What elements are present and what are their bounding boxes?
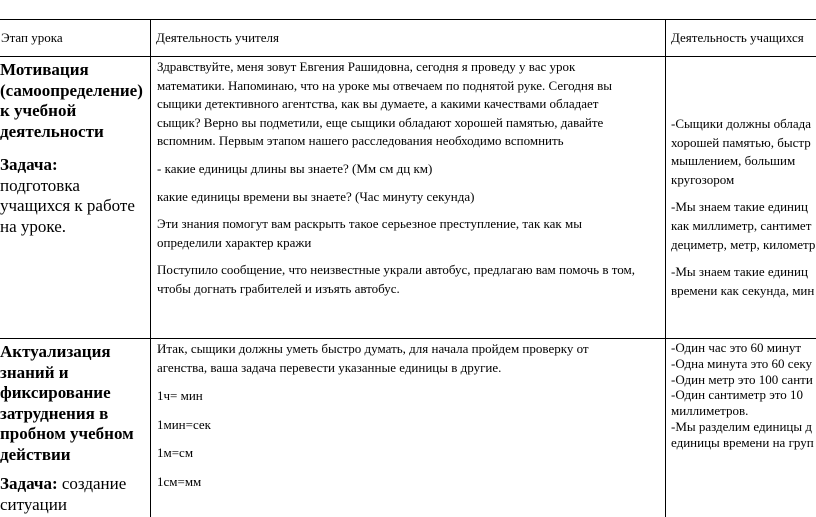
text-line: -Одна минута это 60 секу	[671, 355, 813, 371]
conversion-item: 1см=мм	[157, 473, 202, 489]
conversion-item: 1м=см	[157, 445, 194, 461]
text-line: Итак, сыщики должны уметь быстро думать, для начала пройдем проверку от	[157, 341, 589, 356]
table-border-header	[0, 56, 816, 57]
stage-title-line: Мотивация	[0, 60, 89, 79]
stage-title-line: (самоопределение)	[0, 80, 143, 100]
table-border-top	[0, 19, 816, 20]
stage-title-line: действии	[0, 444, 71, 464]
text-line: -Мы разделим единицы д	[671, 418, 812, 434]
task-line: ситуации	[0, 494, 67, 514]
row1-stage	[0, 60, 143, 237]
stage-title-line: деятельности	[0, 121, 104, 141]
text-line: -Один метр это 100 санти	[671, 371, 813, 387]
text-line: вспомним. Первым этапом нашего расследования необходимо вспомнить	[157, 133, 564, 149]
table-col-divider-2	[665, 19, 666, 517]
text-line: -Мы знаем такие единиц	[671, 264, 808, 280]
text-line: -Один час это 60 минут	[671, 340, 802, 355]
text-line: дециметр, метр, километр	[671, 236, 816, 252]
text-line: сыщики детективного агентства, как вы думаете, а какими качествами обладает	[157, 96, 599, 112]
row1-teacher-activity	[157, 58, 662, 299]
task-line	[0, 474, 134, 495]
row2-stage	[0, 342, 134, 515]
teacher-paragraph	[157, 215, 662, 252]
task-line: на уроке.	[0, 216, 67, 236]
text-line: Поступило сообщение, что неизвестные украли автобус, предлагаю вам помочь в том,	[157, 262, 635, 278]
teacher-question-time: какие единицы времени вы знаете? (Час минуту секунда)	[157, 188, 475, 204]
teacher-intro	[157, 58, 662, 151]
student-answer	[671, 198, 815, 254]
text-line: как миллиметр, сантимет	[671, 217, 812, 233]
header-stage: Этап урока	[1, 30, 63, 45]
stage-title-line: пробном учебном	[0, 424, 134, 443]
task-label: Задача:	[0, 474, 58, 493]
row2-teacher-activity	[157, 340, 662, 492]
teacher-paragraph	[157, 261, 662, 298]
teacher-question-length: - какие единицы длины вы знаете? (Мм см дц км)	[157, 160, 433, 176]
stage-title-line: к учебной	[0, 101, 77, 120]
stage-title-line: затруднения в	[0, 403, 109, 423]
stage-title-line: Актуализация	[0, 342, 111, 361]
task-line: подготовка	[0, 175, 80, 195]
text-line: определили характер кражи	[157, 234, 312, 250]
task-line: учащихся к работе	[0, 196, 135, 215]
student-answer	[671, 263, 815, 300]
header-students: Деятельность учащихся	[671, 30, 804, 45]
text-line: сыщик? Верно вы подметили, еще сыщики обладают хорошей памятью, давайте	[157, 114, 604, 130]
table-col-divider-1	[150, 19, 151, 517]
conversion-item: 1ч= мин	[157, 388, 203, 404]
text-line: -Сыщики должны облада	[671, 116, 812, 131]
teacher-intro	[157, 340, 662, 377]
text-line: -Один сантиметр это 10	[671, 387, 804, 403]
task-tail: создание	[57, 474, 127, 493]
text-line: Эти знания помогут вам раскрыть такое серьезное преступление, так как мы	[157, 216, 582, 232]
table-border-row1	[0, 338, 816, 339]
row2-student-activity	[671, 340, 814, 451]
text-line: агенства, ваша задача перевести указанные единицы в другие.	[157, 359, 502, 375]
text-line: кругозором	[671, 171, 735, 187]
text-line: математики. Напоминаю, что на уроке мы отвечаем по поднятой руке. Сегодня вы	[157, 77, 612, 93]
text-line: мышлением, большим	[671, 153, 796, 169]
text-line: хорошей памятью, быстр	[671, 134, 811, 150]
text-line: единицы времени на груп	[671, 434, 814, 450]
student-answer	[671, 115, 815, 189]
text-line: времени как секунда, мин	[671, 282, 815, 298]
header-teacher: Деятельность учителя	[156, 30, 279, 45]
text-line: -Мы знаем такие единиц	[671, 199, 808, 215]
task-label: Задача:	[0, 155, 58, 174]
stage-title-line: фиксирование	[0, 383, 111, 402]
text-line: чтобы догнать грабителей и изъять автобус.	[157, 280, 400, 296]
conversion-item: 1мин=сек	[157, 416, 211, 432]
text-line: миллиметров.	[671, 403, 749, 419]
row1-student-activity	[671, 115, 815, 300]
text-line: Здравствуйте, меня зовут Евгения Рашидовна, сегодня я проведу у вас урок	[157, 59, 576, 74]
stage-title-line: знаний и	[0, 362, 69, 382]
